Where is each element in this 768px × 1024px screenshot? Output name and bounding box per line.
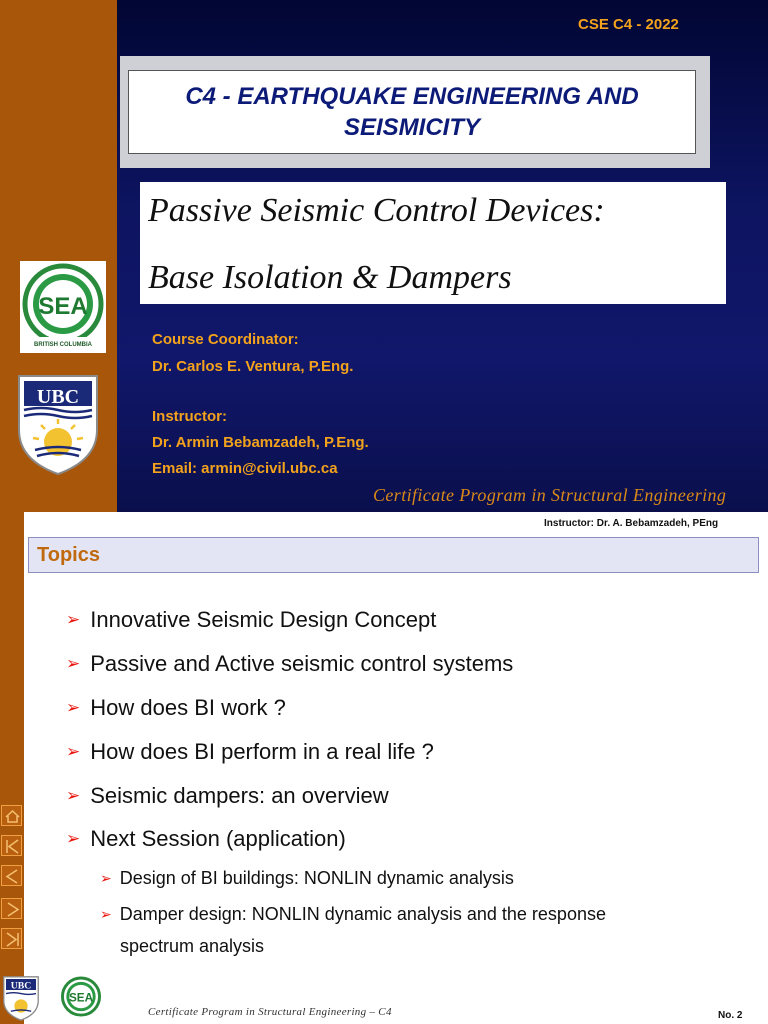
topic-bullet: [66, 695, 286, 721]
program-name: Certificate Program in Structural Engineering: [373, 485, 727, 505]
next-slide-icon[interactable]: [1, 898, 22, 919]
instructor-email[interactable]: Email: armin@civil.ubc.ca: [152, 460, 338, 477]
arrow-bullet-icon: ➢: [66, 786, 81, 805]
coordinator-name: Dr. Carlos E. Ventura, P.Eng.: [152, 358, 354, 375]
subtitle-line-1: Passive Seismic Control Devices:: [148, 192, 605, 229]
topic-bullet-text: Passive and Active seismic control systems: [90, 651, 514, 676]
ubc-crest-icon: [15, 372, 101, 476]
footer-program-name: Certificate Program in Structural Engineering – C4: [148, 1006, 392, 1018]
arrow-bullet-icon: ➢: [66, 829, 81, 848]
topic-bullet-text: Innovative Seismic Design Concept: [90, 607, 437, 632]
sea-logo-bottom-text: BRITISH COLUMBIA: [34, 342, 92, 348]
arrow-bullet-icon: ➢: [66, 742, 81, 761]
ubc-crest-letters: UBC: [10, 980, 32, 992]
arrow-bullet-icon: ➢: [66, 698, 81, 717]
topic-bullet-text: Next Session (application): [90, 826, 346, 851]
topic-bullet: [66, 783, 389, 809]
slide-title: C4 - EARTHQUAKE ENGINEERING AND SEISMICITY: [185, 83, 639, 141]
sea-logo-icon: [60, 975, 102, 1021]
arrow-bullet-icon: ➢: [66, 654, 81, 673]
arrow-bullet-icon: ➢: [100, 870, 112, 886]
last-slide-icon[interactable]: [1, 928, 22, 949]
coordinator-label: Course Coordinator:: [152, 331, 299, 348]
home-icon[interactable]: [1, 805, 22, 826]
first-slide-icon[interactable]: [1, 835, 22, 856]
instructor-label: Instructor:: [152, 408, 227, 425]
instructor-header: Instructor: Dr. A. Bebamzadeh, PEng: [544, 518, 719, 529]
subtitle-line-2: Base Isolation & Dampers: [148, 259, 512, 296]
topics-slide: [0, 512, 768, 1024]
topic-bullet-text: How does BI perform in a real life ?: [90, 739, 434, 764]
topic-bullet-text: How does BI work ?: [90, 695, 286, 720]
ubc-crest-letters: UBC: [36, 386, 80, 408]
title-box: [128, 70, 696, 154]
course-code: CSE C4 - 2022: [578, 16, 679, 33]
sea-logo-icon: [20, 261, 106, 353]
topic-bullet-text: Seismic dampers: an overview: [90, 783, 389, 808]
topic-bullet: [66, 739, 434, 765]
topics-heading: Topics: [37, 544, 100, 566]
topics-heading-bar: [28, 537, 759, 573]
topic-bullet: [66, 651, 513, 677]
arrow-bullet-icon: ➢: [100, 906, 112, 922]
sub-bullet: [100, 868, 514, 889]
sea-logo-letters: SEA: [68, 991, 94, 1005]
instructor-name: Dr. Armin Bebamzadeh, P.Eng.: [152, 434, 369, 451]
previous-slide-icon[interactable]: [1, 865, 22, 886]
sub-bullet: [100, 904, 606, 925]
sub-bullet-continuation: spectrum analysis: [120, 936, 265, 956]
topic-bullet: [66, 607, 436, 633]
subtitle-box: [140, 182, 726, 304]
topic-bullet: [66, 826, 346, 852]
arrow-bullet-icon: ➢: [66, 610, 81, 629]
sub-bullet-text: Design of BI buildings: NONLIN dynamic analysis: [119, 868, 514, 888]
slide-number: No. 2: [718, 1010, 743, 1021]
ubc-crest-icon: [2, 974, 40, 1022]
sea-logo-letters: SEA: [38, 293, 88, 320]
sub-bullet-text: Damper design: NONLIN dynamic analysis and the response: [119, 904, 606, 924]
